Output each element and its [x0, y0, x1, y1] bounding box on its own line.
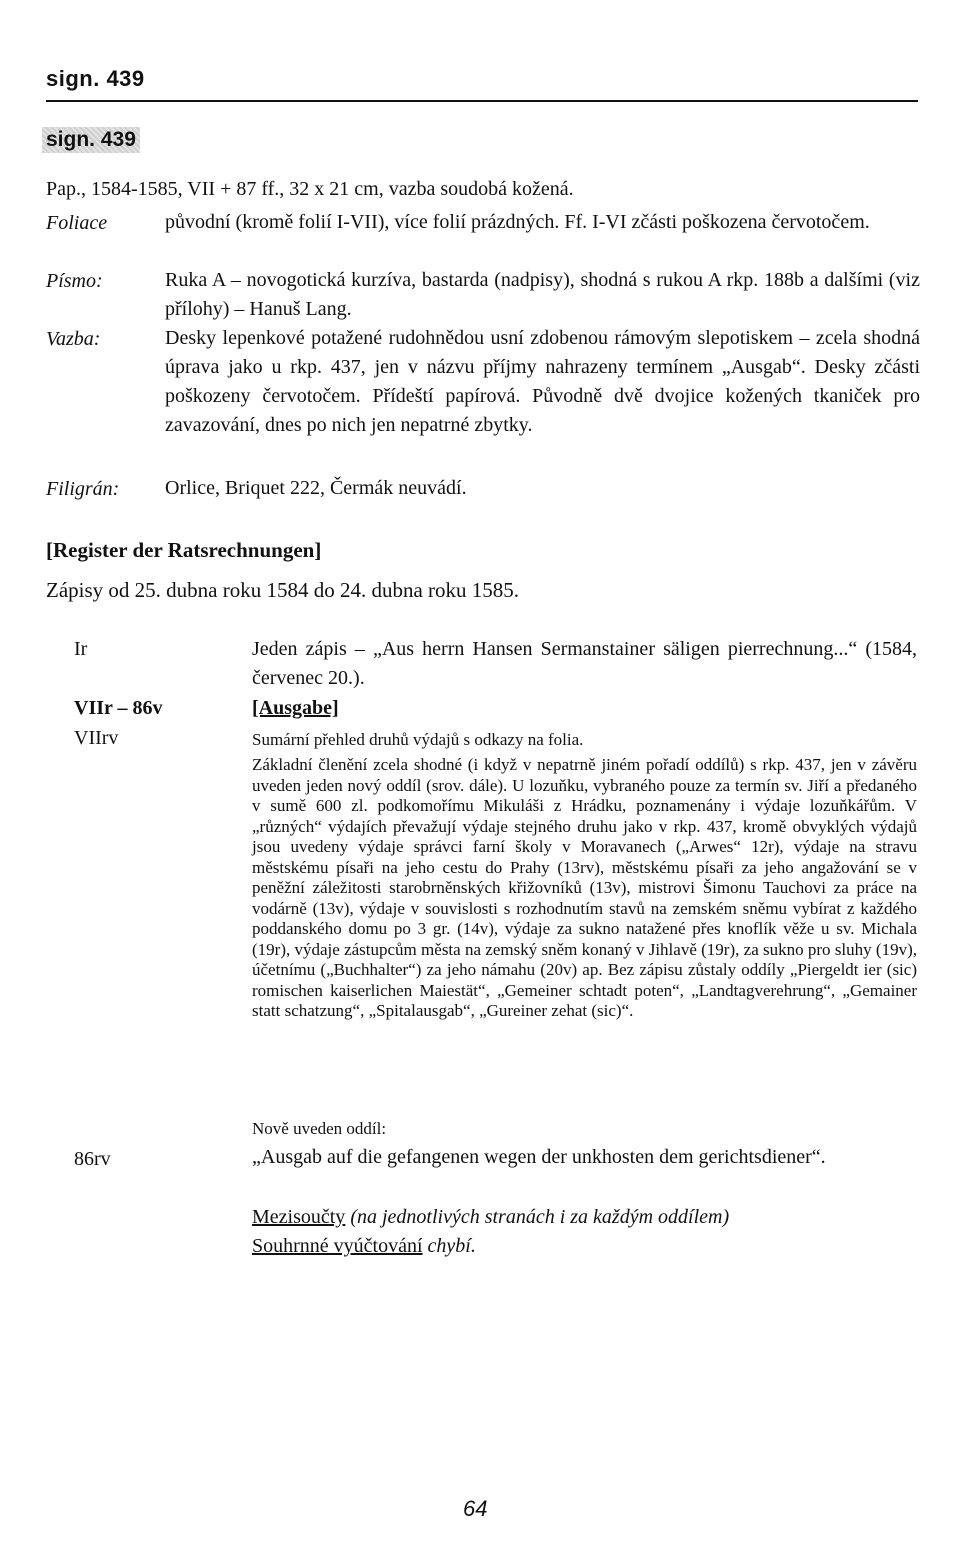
section-heading: [Register der Ratsrechnungen]: [46, 538, 322, 562]
summary-label: Souhrnné vyúčtování: [252, 1235, 423, 1257]
meta-value-foliace: původní (kromě folií I-VII), více folií prázdných. Ff. I-VI zčásti poškozena červotočem.: [165, 211, 870, 233]
signature-badge: sign. 439: [42, 127, 140, 153]
entry-subtotals: [252, 1203, 917, 1232]
folio-ir: Ir: [74, 638, 88, 660]
entry-86rv-text: „Ausgab auf die gefangenen wegen der unkhosten dem gerichtsdiener“.: [252, 1146, 826, 1168]
meta-value-filigran: Orlice, Briquet 222, Čermák neuvádí.: [165, 477, 467, 499]
meta-label-filigran: Filigrán:: [46, 478, 120, 500]
folio-viirv: VIIrv: [74, 727, 119, 749]
entry-new-section-note: Nově uveden oddíl:: [252, 1119, 387, 1138]
section-subtitle: Zápisy od 25. dubna roku 1584 do 24. dubna roku 1585.: [46, 578, 520, 602]
meta-label-vazba: Vazba:: [46, 328, 101, 350]
folio-range: VIIr – 86v: [74, 697, 163, 719]
manuscript-description: Pap., 1584-1585, VII + 87 ff., 32 x 21 cm, vazba soudobá kožená.: [46, 178, 574, 200]
meta-label-pismo: Písmo:: [46, 270, 103, 292]
subtotals-note: (na jednotlivých stranách i za každým oddílem): [350, 1206, 730, 1228]
header-rule: [46, 100, 918, 102]
entry-summary: [252, 1232, 917, 1261]
folio-86rv: 86rv: [74, 1148, 111, 1170]
meta-value-vazba: Desky lepenkové potažené rudohnědou usní zdobenou rámovým slepotiskem – zcela shodná úprava jako u rkp. 437, jen v názvu příjmy nahrazeny termínem „Ausgab“. Desky zčásti poškozeny červotočem. Přídeští papírová. Původně dvě dvojice kožených tkaniček pro zavazování, dnes po nich jen nepatrné zbytky.: [165, 327, 920, 436]
entry-viirv-text: Sumární přehled druhů výdajů s odkazy na folia.: [252, 730, 584, 749]
page-number: 64: [463, 1496, 488, 1521]
page-header-title: sign. 439: [46, 66, 145, 91]
entry-main-paragraph: Základní členění zcela shodné (i když v nepatrně jiném pořadí oddílů) s rkp. 437, jen v závěru uveden jeden nový oddíl (srov. dále). U lozuňku, vybraného pouze za termín sv. Jiří a předaného v sumě 600 zl. podkomořímu Mikuláši z Hrádku, poznamenány i výdaje lozuňkářům. V „různých“ výdajích převažují výdaje stejného druhu jako v rkp. 437, kromě obvyklých výdajů jsou uvedeny výdaje správci farní školy v Moravanech („Arwes“ 12r), výdaje na stravu městskému písaři na jeho cestu do Prahy (13rv), městskému písaři za jeho angažování se v peněžní záležitosti starobrněnských křižovníků (13v), mistrovi Šimonu Tauchovi za práce na vodárně (13v), výdaje v souvislosti s rozhodnutím stavů na zemském sněmu vybírat z každého poddanského domu po 3 gr. (14v), výdaje za sukno natažené přes knoflík věže u sv. Michala (19r), výdaje zástupcům města na zemský sněm konaný v Jihlavě (19r), za sukno pro sluhy (19v), účetnímu („Buchhalter“) za jeho námahu (20v) ap. Bez zápisu zůstaly oddíly „Piergeldt ier (sic) romischen kaiserlichen Maiestät“, „Gemeiner schtadt poten“, „Landtagverehrung“, „Gemainer statt schatzung“, „Spitalausgab“, „Gureiner zehat (sic)“.: [252, 755, 917, 1020]
meta-value-pismo: Ruka A – novogotická kurzíva, bastarda (nadpisy), shodná s rukou A rkp. 188b a dalšími (viz přílohy) – Hanuš Lang.: [165, 269, 920, 320]
subtotals-label: Mezisoučty: [252, 1206, 346, 1228]
entry-ir-text: Jeden zápis – „Aus herrn Hansen Sermanstainer säligen pierrechnung...“ (1584, červenec 20.).: [252, 638, 917, 689]
meta-label-foliace: Foliace: [46, 212, 108, 234]
entry-ausgabe-heading: [Ausgabe]: [252, 697, 339, 719]
summary-note: chybí.: [427, 1235, 476, 1257]
